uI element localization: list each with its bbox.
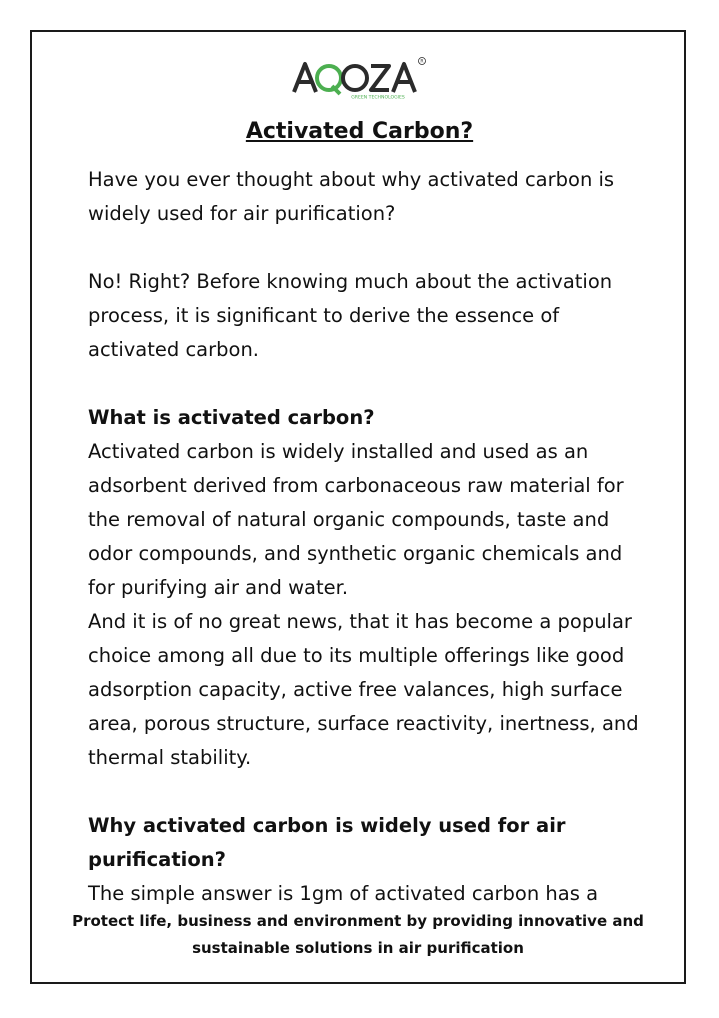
- answer-paragraph: The simple answer is 1gm of activated carbon has a: [88, 882, 599, 905]
- footer-tagline: [40, 908, 676, 962]
- footer-line-2: sustainable solutions in air purification: [192, 939, 524, 957]
- footer-line-1: Protect life, business and environment by providing innovative and: [72, 912, 644, 930]
- benefits-paragraph: And it is of no great news, that it has become a popular choice among all due to its multiple offerings like good adsorption capacity, active free valances, high surface area, porous structure, surface reactivity, inertness, and thermal stability.: [88, 610, 639, 769]
- paragraph-spacer: [88, 367, 648, 401]
- document-body: [88, 163, 648, 911]
- intro-paragraph: Have you ever thought about why activated carbon is widely used for air purification?: [88, 168, 615, 225]
- aqoza-logo: [292, 56, 428, 100]
- svg-text:R: R: [420, 59, 424, 65]
- section-heading-what: What is activated carbon?: [88, 406, 375, 429]
- brand-tagline: GREEN TECHNOLOGIES: [351, 95, 405, 100]
- paragraph-spacer: [88, 231, 648, 265]
- section-heading-why: Why activated carbon is widely used for air purification?: [88, 814, 566, 871]
- page-title: Activated Carbon?: [245, 119, 474, 144]
- paragraph-spacer: [88, 775, 648, 809]
- definition-paragraph: Activated carbon is widely installed and used as an adsorbent derived from carbonaceous raw material for the removal of natural organic compounds, taste and odor compounds, and synthetic organic chemicals and for purifying air and water.: [88, 440, 624, 599]
- second-paragraph: No! Right? Before knowing much about the activation process, it is significant to derive the essence of activated carbon.: [88, 270, 613, 361]
